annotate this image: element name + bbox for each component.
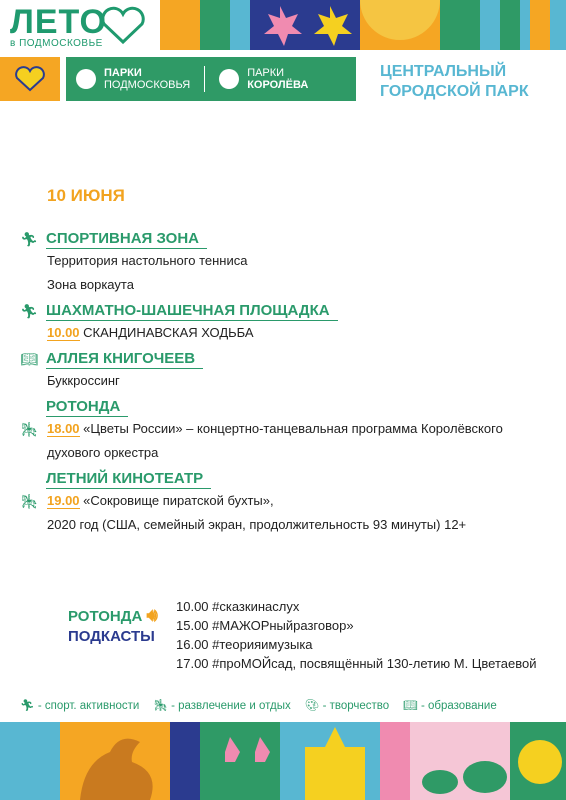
legend: [20, 698, 560, 712]
legend-label: - образование: [420, 700, 497, 712]
list-item: 15.00 #МАЖОРныйразговор»: [176, 618, 354, 633]
section-title: СПОРТИВНАЯ ЗОНА: [46, 230, 207, 249]
parks1-line2: ПОДМОСКОВЬЯ: [104, 79, 191, 91]
runner-icon: 🏃︎: [20, 231, 38, 247]
section-title: ЛЕТНИЙ КИНОТЕАТР: [46, 470, 211, 489]
legend-label: - спорт. активности: [37, 700, 140, 712]
runner-icon: 🏃︎: [20, 700, 35, 712]
parks1-line1: ПАРКИ: [104, 67, 142, 79]
list-item: Территория настольного тенниса: [47, 253, 248, 268]
park-title-line1: ЦЕНТРАЛЬНЫЙ: [380, 63, 507, 80]
podcast-logo: [68, 605, 158, 647]
event-text: СКАНДИНАВСКАЯ ХОДЬБА: [83, 325, 254, 340]
section-rotonda: [20, 398, 560, 465]
podcast-logo-line1: РОТОНДА: [68, 608, 143, 625]
event-date: 10 ИЮНЯ: [47, 186, 125, 205]
palette-icon: 🎨︎: [304, 700, 320, 712]
park-emblem-icon: [219, 69, 239, 89]
carousel-icon: 🎠︎: [20, 421, 38, 437]
section-title: ШАХМАТНО-ШАШЕЧНАЯ ПЛОЩАДКА: [46, 302, 338, 321]
speaker-icon: 🔊︎: [146, 605, 158, 625]
leaf-icon: [76, 69, 96, 89]
parks2-line1: ПАРКИ: [247, 67, 285, 79]
park-title-line2: ГОРОДСКОЙ ПАРК: [380, 83, 529, 100]
section-title: АЛЛЕЯ КНИГОЧЕЕВ: [46, 350, 203, 369]
list-item: 17.00 #проМОЙсад, посвящённый 130-летию М. Цветаевой: [176, 656, 537, 671]
bottom-banner: [0, 722, 566, 800]
podcast-list: [176, 597, 537, 673]
event-text-cont: 2020 год (США, семейный экран, продолжительность 93 минуты) 12+: [47, 517, 467, 532]
carousel-icon: 🎠︎: [153, 700, 168, 712]
list-item: Буккроссинг: [47, 373, 120, 388]
list-item: Зона воркаута: [47, 277, 134, 292]
section-cinema: [20, 470, 560, 537]
leto-title: ЛЕТО: [10, 3, 107, 41]
parks-logos: [66, 57, 356, 101]
heart-icon: [15, 66, 45, 92]
legend-item: [305, 698, 389, 712]
list-item: 10.00 #сказкинаслух: [176, 599, 300, 614]
event-text-cont: духового оркестра: [47, 445, 159, 460]
legend-label: - творчество: [322, 700, 390, 712]
legend-item: [153, 698, 290, 712]
heart-badge: [0, 57, 60, 101]
section-chess: [20, 302, 560, 345]
book-icon: 📖︎: [403, 700, 418, 712]
event-time: 19.00: [47, 493, 80, 508]
leto-logo: [10, 3, 107, 49]
section-books: [20, 350, 560, 393]
leto-subtitle: в ПОДМОСКОВЬЕ: [10, 38, 103, 49]
runner-icon: 🏃︎: [20, 303, 38, 319]
podcast-logo-line2: ПОДКАСТЫ: [68, 628, 155, 645]
legend-label: - развлечение и отдых: [171, 700, 291, 712]
carousel-icon: 🎠︎: [20, 493, 38, 509]
event-time: 10.00: [47, 325, 80, 340]
legend-item: [403, 698, 497, 712]
event-text: «Цветы России» – концертно-танцевальная программа Королёвского: [83, 421, 503, 436]
section-title: РОТОНДА: [46, 398, 128, 417]
list-item: 16.00 #теорияимузыка: [176, 637, 313, 652]
heart-icon: [100, 6, 146, 46]
parks2-line2: КОРОЛЁВА: [247, 79, 309, 91]
divider: [204, 66, 205, 92]
event-time: 18.00: [47, 421, 80, 436]
park-title: [380, 62, 529, 102]
book-icon: 📖︎: [20, 351, 38, 367]
event-text: «Сокровище пиратской бухты»,: [83, 493, 274, 508]
section-sport: [20, 230, 560, 297]
legend-item: [20, 698, 139, 712]
